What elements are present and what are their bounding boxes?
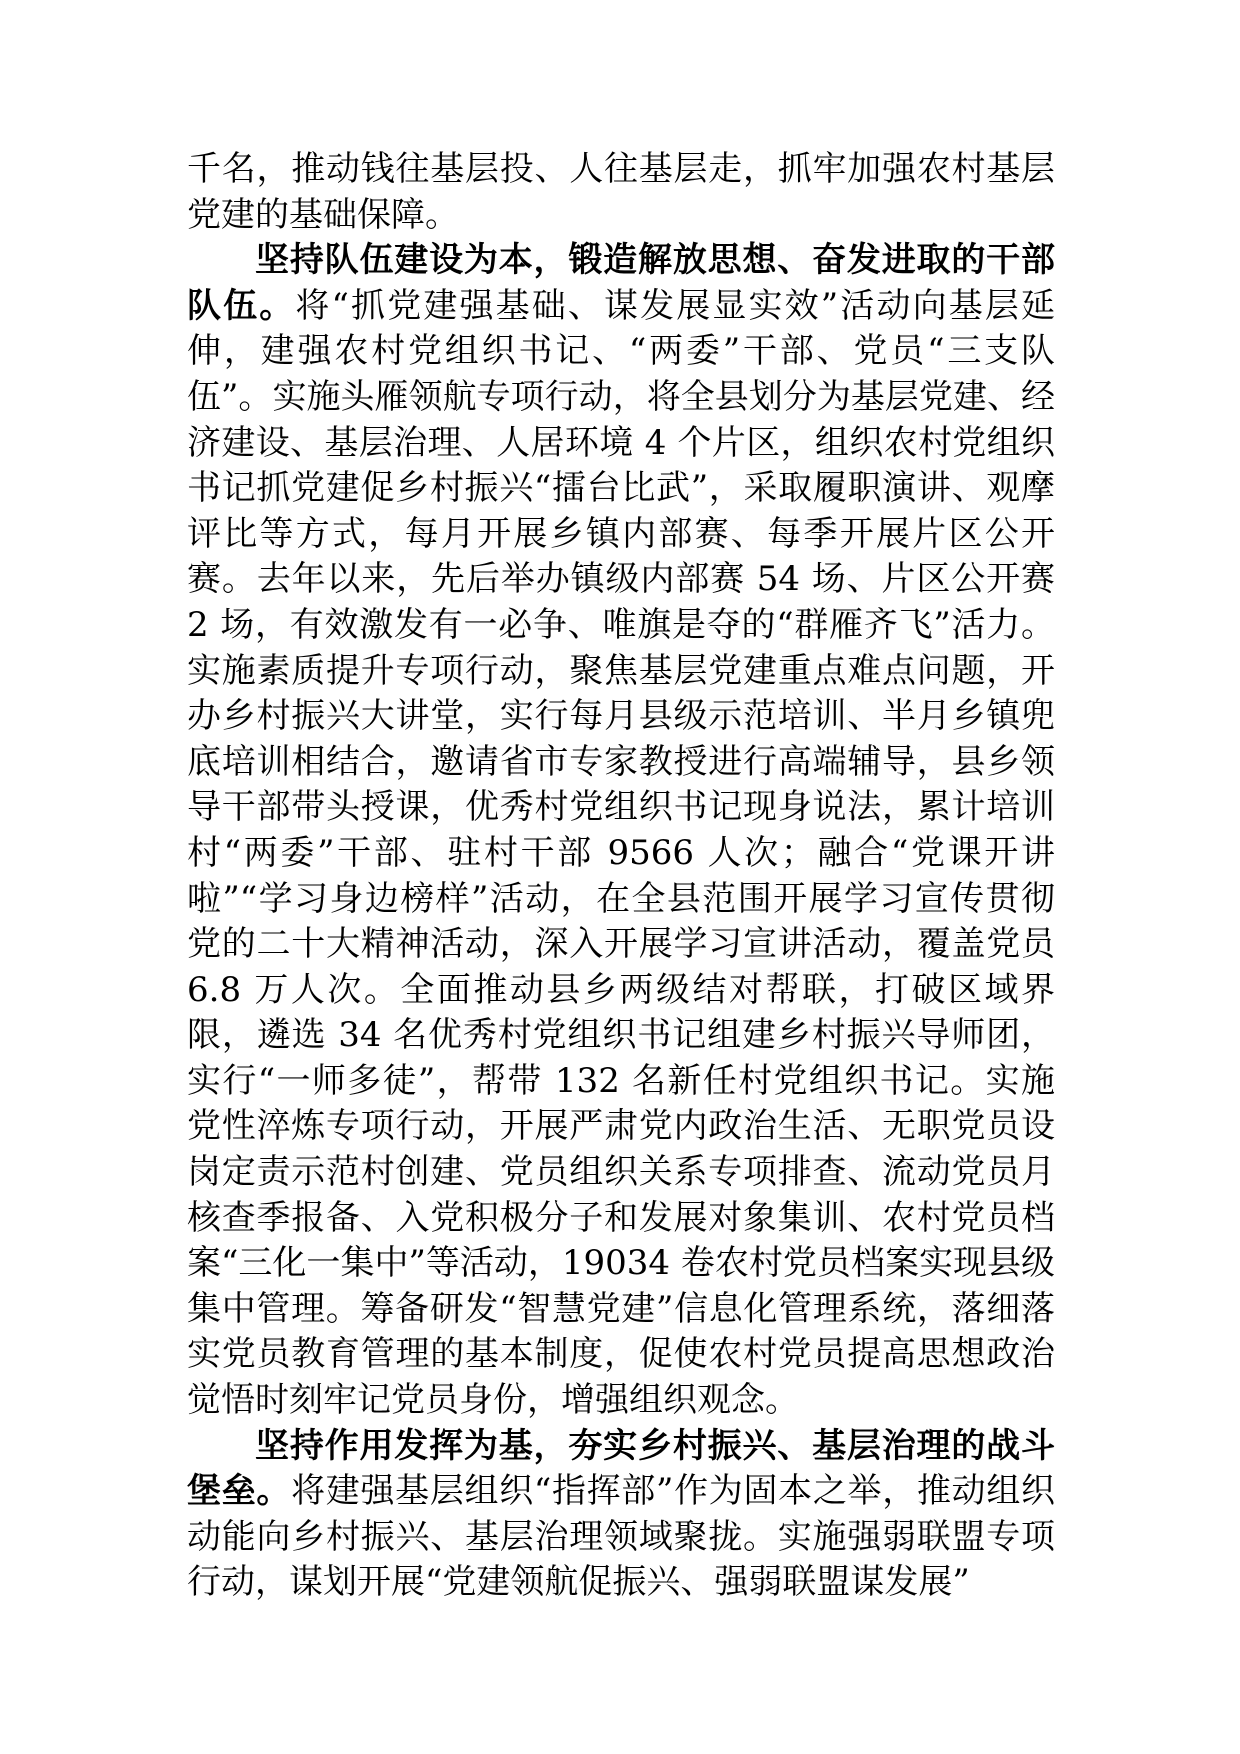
paragraph-body: 将建强基层组织“指挥部”作为固本之举，推动组织动能向乡村振兴、基层治理领域聚拢。实施强弱联盟专项行动，谋划开展“党建领航促振兴、强弱联盟谋发展” [187,1471,1056,1603]
paragraph-body: 千名，推动钱往基层投、人往基层走，抓牢加强农村基层党建的基础保障。 [187,149,1055,235]
paragraph-role-function [187,1424,1055,1606]
paragraph-continuation [187,147,1055,238]
paragraph-team-building [187,238,1055,1423]
paragraph-heading: 坚持队伍建设为本，锻造解放思想、奋发进取的干部队伍。 [187,240,1055,326]
paragraph-body: 将“抓党建强基础、谋发展显实效”活动向基层延伸，建强农村党组织书记、“两委”干部、党员“三支队伍”。实施头雁领航专项行动，将全县划分为基层党建、经济建设、基层治理、人居环境 4 个片区，组织农村党组织书记抓党建促乡村振兴“擂台比武”，采取履职演讲、观摩评比等方式，每月开展乡镇内部赛、每季开展片区公开赛。去年以来，先后举办镇级内部赛 54 场、片区公开赛 2 场，有效激发有一必争、唯旗是夺的“群雁齐飞”活力。实施素质提升专项行动，聚焦基层党建重点难点问题，开办乡村振兴大讲堂，实行每月县级示范培训、半月乡镇兜底培训相结合，邀请省市专家教授进行高端辅导，县乡领导干部带头授课，优秀村党组织书记现身说法，累计培训村“两委”干部、驻村干部 9566 人次；融合“党课开讲啦”“学习身边榜样”活动，在全县范围开展学习宣传贯彻党的二十大精神活动，深入开展学习宣讲活动，覆盖党员 6.8 万人次。全面推动县乡两级结对帮联，打破区域界限，遴选 34 名优秀村党组织书记组建乡村振兴导师团，实行“一师多徒”，帮带 132 名新任村党组织书记。实施党性淬炼专项行动，开展严肃党内政治生活、无职党员设岗定责示范村创建、党员组织关系专项排查、流动党员月核查季报备、入党积极分子和发展对象集训、农村党员档案“三化一集中”等活动，19034 卷农村党员档案实现县级集中管理。筹备研发“智慧党建”信息化管理系统，落细落实党员教育管理的基本制度，促使农村党员提高思想政治觉悟时刻牢记党员身份，增强组织观念。 [187,285,1055,1421]
document-page [187,147,1055,1606]
paragraph-heading: 坚持作用发挥为基，夯实乡村振兴、基层治理的战斗堡垒。 [187,1425,1055,1512]
